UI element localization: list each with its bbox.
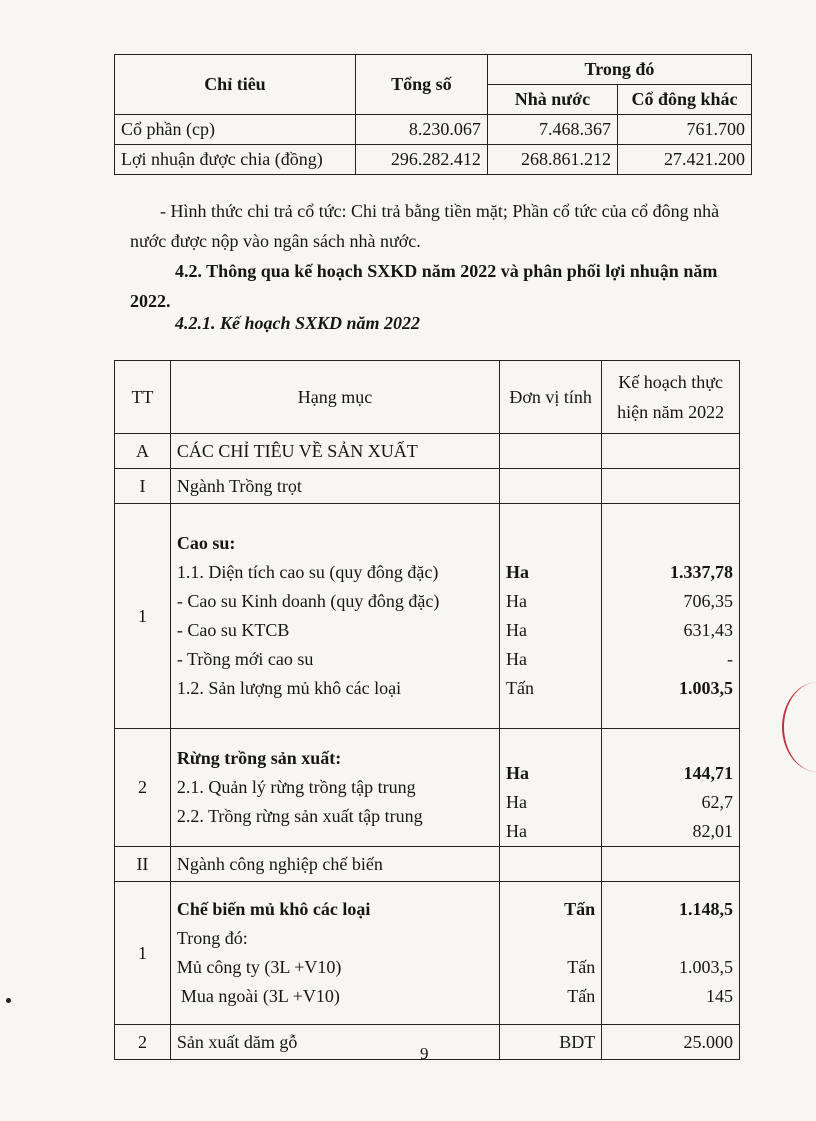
value: 82,01 bbox=[692, 821, 733, 841]
value: 1.003,5 bbox=[679, 957, 733, 977]
value: 145 bbox=[706, 986, 733, 1006]
header-of-which: Trong đó bbox=[487, 55, 751, 85]
rubber-line: - Cao su Kinh doanh (quy đông đặc) bbox=[176, 591, 440, 611]
page-number: 9 bbox=[420, 1044, 429, 1063]
unit: Ha bbox=[506, 562, 530, 582]
rubber-title: Cao su: bbox=[176, 533, 236, 553]
unit: Ha bbox=[506, 792, 527, 812]
rubber-line: 1.2. Sản lượng mủ khô các loại bbox=[176, 678, 402, 698]
section-i-tt: I bbox=[115, 469, 171, 504]
stamp-mark bbox=[782, 682, 816, 772]
value: 144,71 bbox=[683, 763, 733, 783]
header-tt: TT bbox=[115, 361, 171, 434]
row-other: 27.421.200 bbox=[617, 145, 751, 175]
unit: Tấn bbox=[567, 986, 596, 1006]
forest-line: 2.1. Quản lý rừng trồng tập trung bbox=[176, 777, 416, 797]
table-row bbox=[115, 882, 740, 1025]
header-total: Tổng số bbox=[355, 55, 487, 115]
processing-title: Chế biến mủ khô các loại bbox=[176, 899, 371, 919]
value: 1.003,5 bbox=[679, 678, 733, 698]
table-row bbox=[115, 729, 740, 847]
row-other: 761.700 bbox=[617, 115, 751, 145]
unit: Ha bbox=[506, 763, 530, 783]
row-total: 8.230.067 bbox=[355, 115, 487, 145]
scan-speck bbox=[6, 998, 11, 1003]
dividend-table bbox=[114, 54, 752, 175]
section-ii-tt: II bbox=[115, 847, 171, 882]
header-plan: Kế hoạch thực hiện năm 2022 bbox=[602, 361, 740, 434]
table-row bbox=[115, 115, 752, 145]
forest-title: Rừng trồng sản xuất: bbox=[176, 748, 342, 768]
unit: Tấn bbox=[564, 899, 596, 919]
value: 62,7 bbox=[701, 792, 733, 812]
header-indicator: Chỉ tiêu bbox=[115, 55, 356, 115]
section-ii-label: Ngành công nghiệp chế biến bbox=[170, 847, 499, 882]
row-tt: 1 bbox=[115, 504, 171, 729]
row-state: 7.468.367 bbox=[487, 115, 617, 145]
header-state: Nhà nước bbox=[487, 85, 617, 115]
header-other: Cổ đông khác bbox=[617, 85, 751, 115]
row-label: Cổ phần (cp) bbox=[115, 115, 356, 145]
payment-method-paragraph: - Hình thức chi trả cổ tức: Chi trả bằng tiền mặt; Phần cổ tức của cổ đông nhà nước được nộp vào ngân sách nhà nước. bbox=[130, 201, 720, 251]
row-tt: 2 bbox=[115, 729, 171, 847]
row-tt: 2 bbox=[115, 1025, 171, 1060]
unit: Ha bbox=[506, 591, 527, 611]
table-row bbox=[115, 145, 752, 175]
processing-line: Mua ngoài (3L +V10) bbox=[180, 986, 340, 1006]
unit: Ha bbox=[506, 649, 527, 669]
processing-line: Mủ công ty (3L +V10) bbox=[176, 957, 342, 977]
unit: Ha bbox=[506, 821, 527, 841]
header-unit: Đơn vị tính bbox=[500, 361, 602, 434]
header-item: Hạng mục bbox=[170, 361, 499, 434]
processing-sub: Trong đó: bbox=[176, 928, 248, 948]
section-i-label: Ngành Trồng trọt bbox=[170, 469, 499, 504]
rubber-line: - Cao su KTCB bbox=[176, 620, 290, 640]
section-heading-4-2: 4.2. Thông qua kế hoạch SXKD năm 2022 và phân phối lợi nhuận năm 2022. bbox=[130, 261, 718, 311]
value: 1.337,78 bbox=[670, 562, 733, 582]
section-a-label: CÁC CHỈ TIÊU VỀ SẢN XUẤT bbox=[170, 434, 499, 469]
value: 631,43 bbox=[683, 620, 733, 640]
section-a-tt: A bbox=[115, 434, 171, 469]
unit: Tấn bbox=[506, 678, 534, 698]
row-total: 296.282.412 bbox=[355, 145, 487, 175]
rubber-line: - Trồng mới cao su bbox=[176, 649, 314, 669]
value: - bbox=[727, 649, 733, 669]
value: 25.000 bbox=[602, 1025, 740, 1060]
row-label: Sản xuất dăm gỗ bbox=[170, 1025, 499, 1060]
table-row bbox=[115, 504, 740, 729]
row-tt: 1 bbox=[115, 882, 171, 1025]
value: 706,35 bbox=[683, 591, 733, 611]
production-plan-table bbox=[114, 360, 740, 1060]
row-state: 268.861.212 bbox=[487, 145, 617, 175]
rubber-line: 1.1. Diện tích cao su (quy đông đặc) bbox=[176, 562, 439, 582]
value: 1.148,5 bbox=[679, 899, 733, 919]
section-heading-4-2-1: 4.2.1. Kế hoạch SXKD năm 2022 bbox=[175, 313, 421, 333]
unit: Tấn bbox=[567, 957, 596, 977]
unit: Ha bbox=[506, 620, 527, 640]
row-label: Lợi nhuận được chia (đồng) bbox=[115, 145, 356, 175]
forest-line: 2.2. Trồng rừng sản xuất tập trung bbox=[176, 806, 423, 826]
unit: BDT bbox=[500, 1025, 602, 1060]
